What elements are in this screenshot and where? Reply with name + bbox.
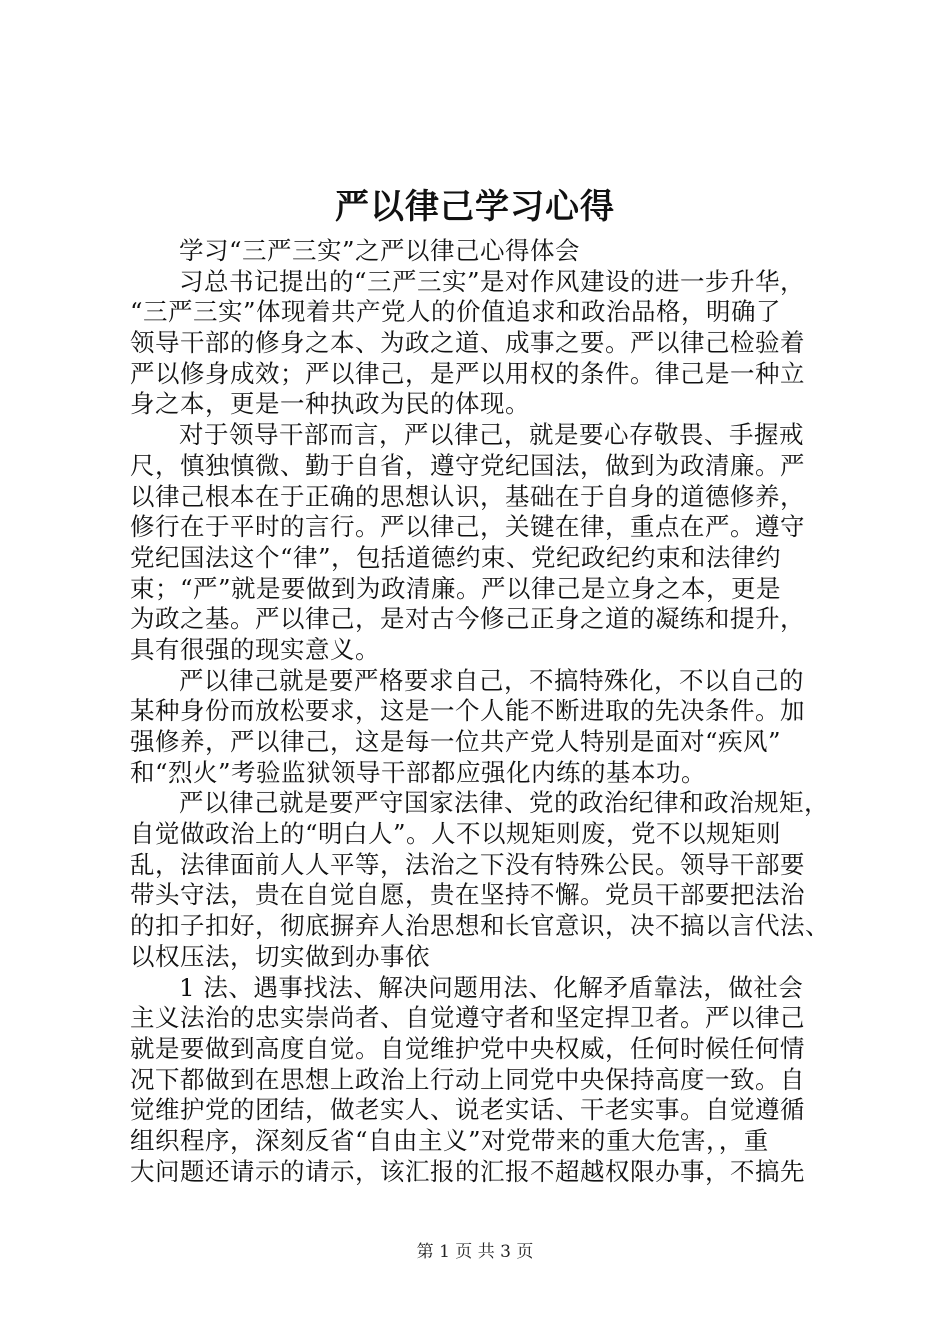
body-line: “三严三实”体现着共产党人的价值追求和政治品格，明确了	[130, 297, 782, 327]
body-line: 为政之基。严以律己，是对古今修己正身之道的凝练和提升，	[130, 604, 805, 634]
document-title: 严以律己学习心得	[335, 187, 615, 227]
body-line: 对于领导干部而言，严以律己，就是要心存敬畏、手握戒	[179, 420, 804, 450]
body-line: 以权压法，切实做到办事依	[130, 941, 430, 971]
body-line: 具有很强的现实意义。	[130, 634, 380, 664]
body-line: 严以修身成效；严以律己，是严以用权的条件。律己是一种立	[130, 358, 805, 388]
body-line: 党纪国法这个“律”，包括道德约束、党纪政纪约束和法律约	[130, 542, 782, 572]
body-line: 大问题还请示的请示，该汇报的汇报不超越权限办事，不搞先	[130, 1156, 805, 1186]
body-line: 领导干部的修身之本、为政之道、成事之要。严以律己检验着	[130, 328, 805, 358]
body-line: 身之本，更是一种执政为民的体现。	[130, 389, 530, 419]
body-line: 1 法、遇事找法、解决问题用法、化解矛盾靠法，做社会	[179, 972, 804, 1002]
body-line: 乱，法律面前人人平等，法治之下没有特殊公民。领导干部要	[130, 849, 805, 879]
body-line: 就是要做到高度自觉。自觉维护党中央权威，任何时候任何情	[130, 1033, 805, 1063]
document-body	[130, 236, 830, 1187]
body-line: 习总书记提出的“三严三实”是对作风建设的进一步升华，	[179, 266, 806, 296]
body-line: 修行在于平时的言行。严以律己，关键在律，重点在严。遵守	[130, 512, 805, 542]
body-line: 主义法治的忠实崇尚者、自觉遵守者和坚定捍卫者。严以律己	[130, 1003, 805, 1033]
page-footer: 第 1 页 共 3 页	[416, 1242, 534, 1262]
body-line: 的扣子扣好，彻底摒弃人治思想和长官意识，决不搞以言代法、	[130, 911, 830, 941]
body-line: 尺，慎独慎微、勤于自省，遵守党纪国法，做到为政清廉。严	[130, 450, 805, 480]
body-line: 强修养，严以律己，这是每一位共产党人特别是面对“疾风”	[130, 727, 782, 756]
body-line: 况下都做到在思想上政治上行动上同党中央保持高度一致。自	[130, 1064, 805, 1094]
body-line: 某种身份而放松要求，这是一个人能不断进取的先决条件。加	[130, 696, 805, 726]
body-line: 带头守法，贵在自觉自愿，贵在坚持不懈。党员干部要把法治	[130, 880, 805, 910]
body-line: 组织程序，深刻反省“自由主义”对党带来的重大危害，，重	[130, 1125, 769, 1155]
body-line: 束；“严”就是要做到为政清廉。严以律己是立身之本，更是	[130, 573, 782, 603]
body-line: 严以律己就是要严守国家法律、党的政治纪律和政治规矩，	[179, 788, 829, 818]
body-line: 和“烈火”考验监狱领导干部都应强化内练的基本功。	[130, 757, 707, 787]
body-line: 自觉做政治上的“明白人”。人不以规矩则废，党不以规矩则	[130, 819, 782, 849]
body-line: 严以律己就是要严格要求自己，不搞特殊化，不以自己的	[179, 665, 804, 695]
body-line: 以律己根本在于正确的思想认识，基础在于自身的道德修养，	[130, 481, 805, 511]
body-line: 觉维护党的团结，做老实人、说老实话、干老实事。自觉遵循	[130, 1095, 805, 1125]
body-line: 学习“三严三实”之严以律己心得体会	[179, 236, 581, 265]
